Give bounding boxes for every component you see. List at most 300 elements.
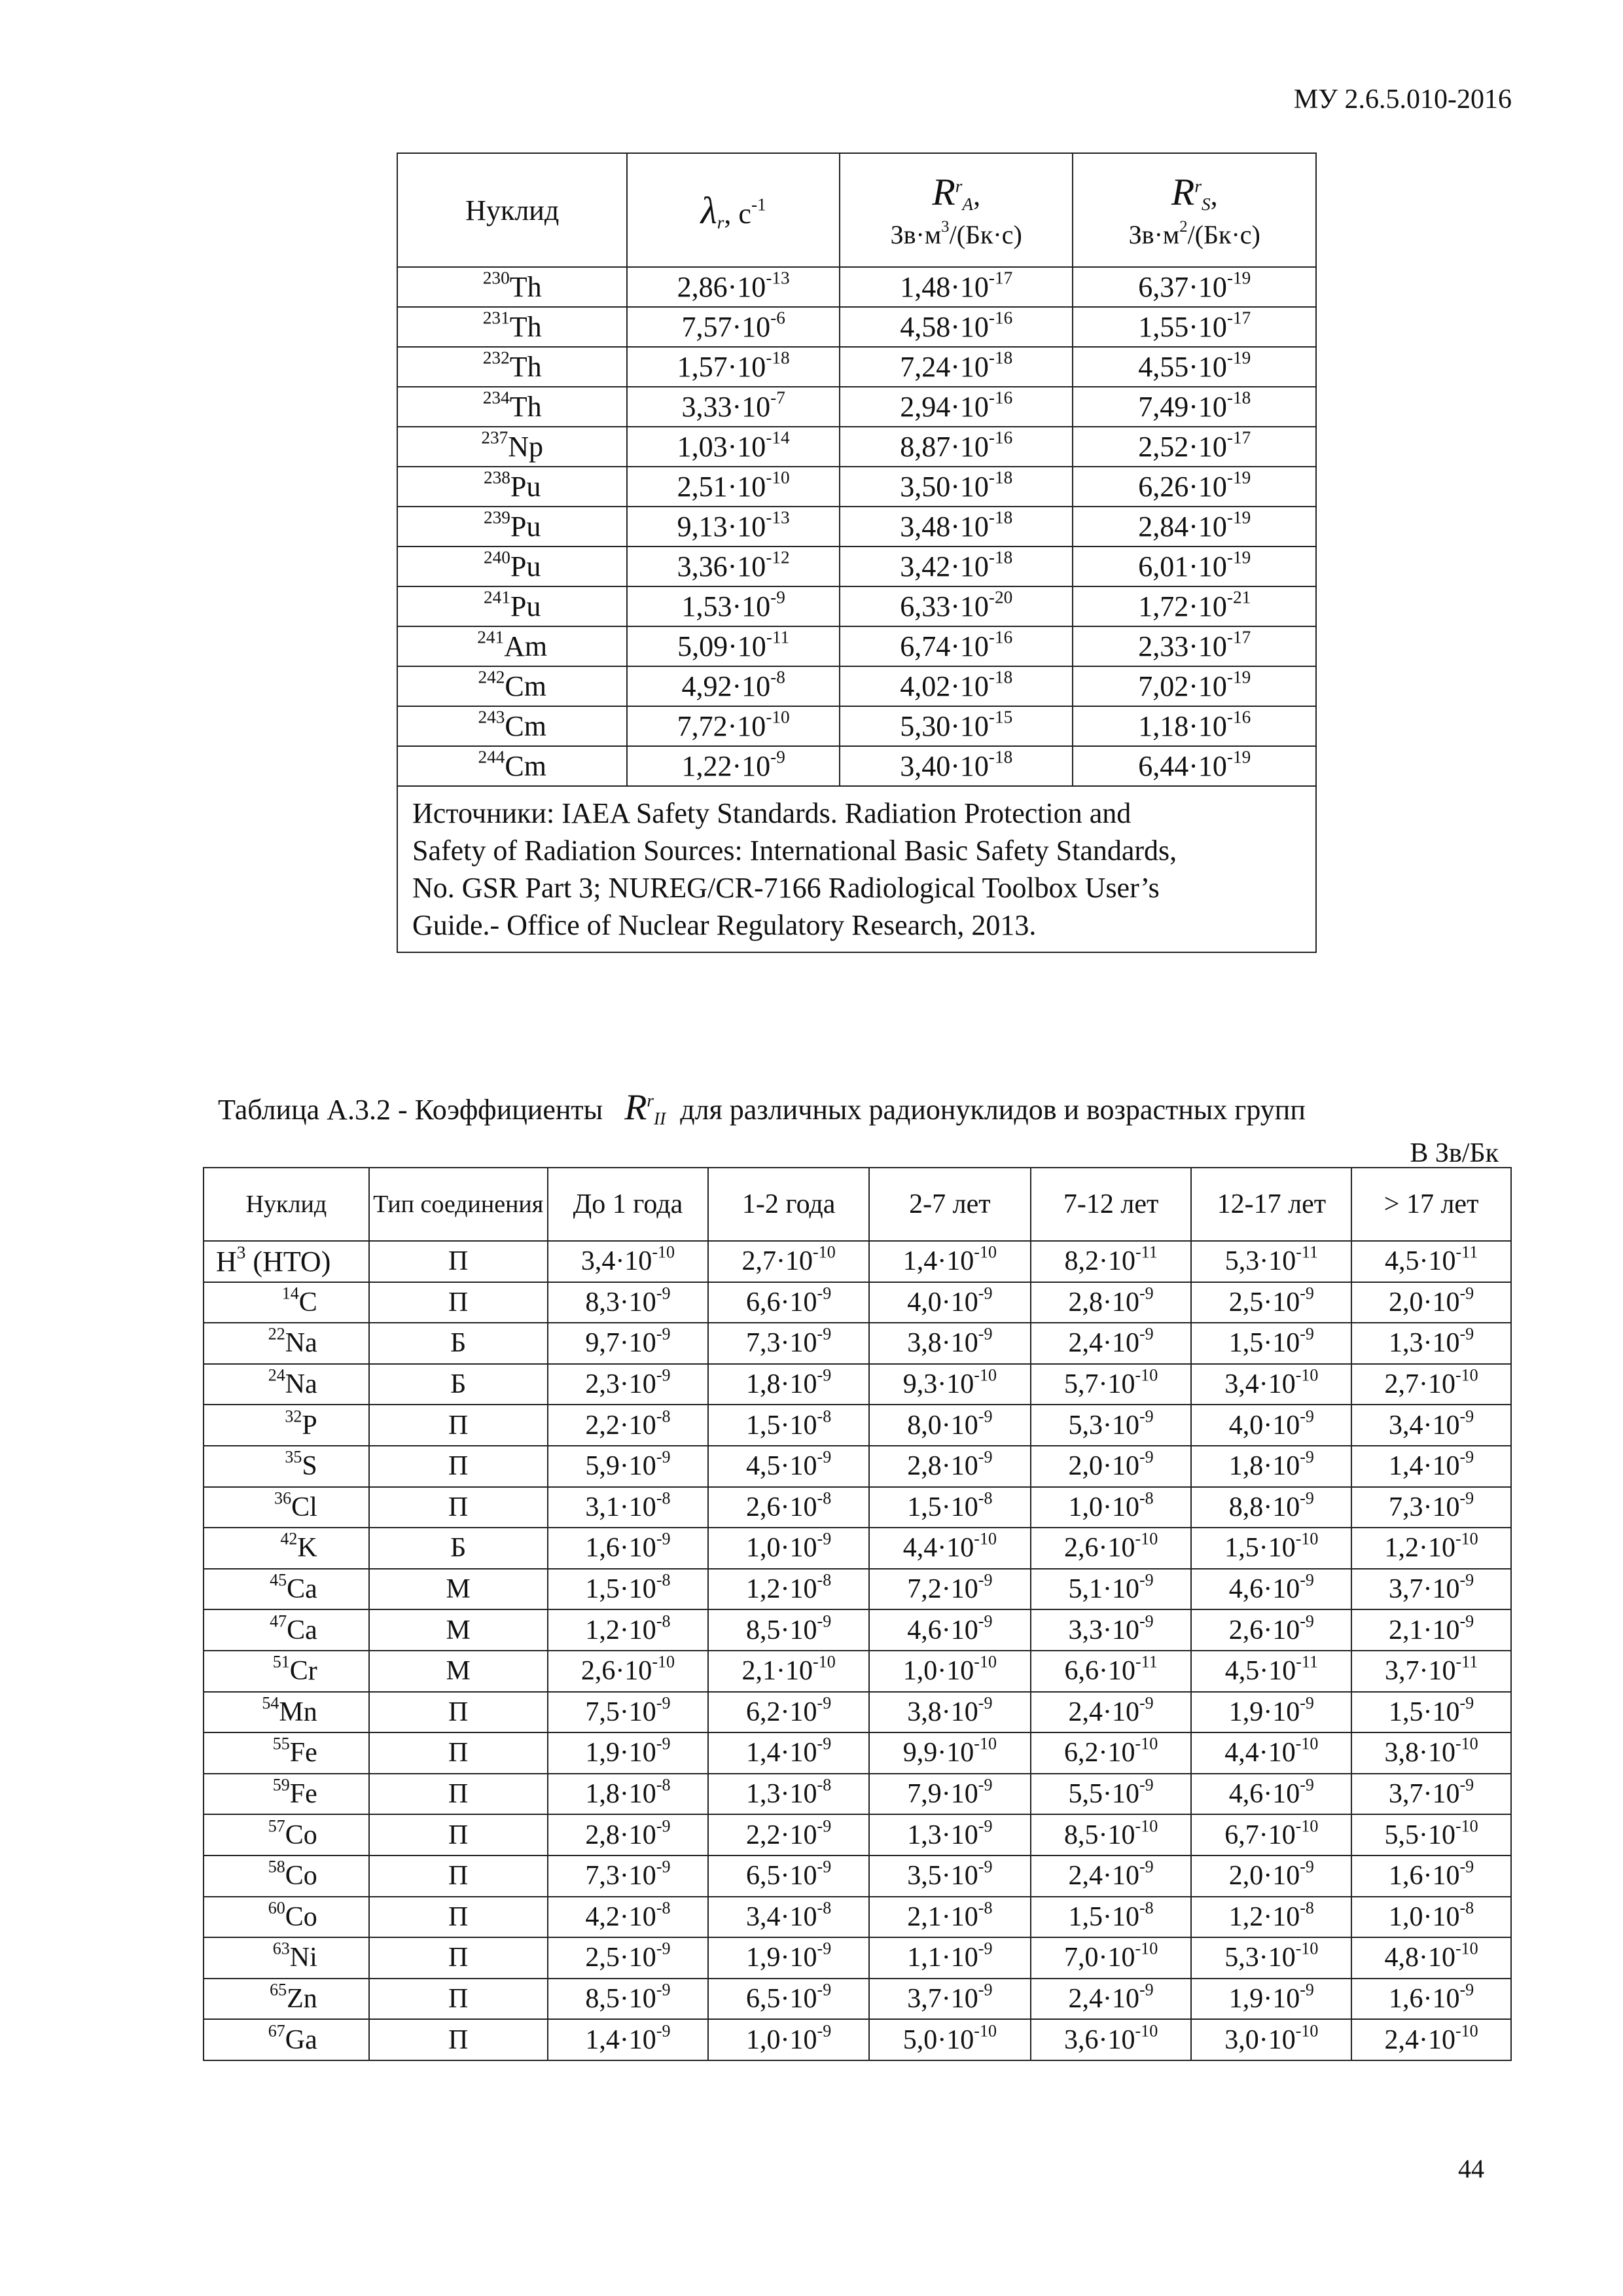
value-exponent: -10 [974, 1529, 997, 1549]
coefficient-cell [1351, 1856, 1511, 1897]
mass-number: 240 [484, 547, 510, 567]
coefficient-cell [548, 1609, 709, 1651]
ra-cell [840, 307, 1073, 347]
value-mantissa: 7,49·10 [1138, 391, 1227, 423]
coefficient-cell [1191, 2019, 1351, 2060]
coefficient-cell [1031, 1323, 1192, 1364]
coefficient-cell [548, 1364, 709, 1405]
value-exponent: -8 [817, 1570, 832, 1590]
element-symbol: Fe [289, 1779, 317, 1810]
value-exponent: -9 [1300, 1447, 1314, 1467]
value-exponent: -8 [817, 1775, 832, 1795]
value-mantissa: 2,4·10 [1068, 1696, 1140, 1727]
value-exponent: -8 [656, 1898, 671, 1918]
lambda-cell [627, 586, 840, 626]
value-exponent: -9 [656, 1365, 671, 1385]
value-exponent: -9 [978, 1283, 993, 1303]
value-mantissa: 3,8·10 [1384, 1738, 1455, 1768]
table-header-row [204, 1168, 1511, 1241]
mass-number: 67 [268, 2020, 285, 2040]
value-mantissa: 4,4·10 [902, 1533, 974, 1564]
coefficient-cell [1031, 1364, 1192, 1405]
value-mantissa: 1,8·10 [585, 1779, 656, 1810]
value-exponent: -18 [988, 667, 1013, 687]
coefficient-cell [1351, 1569, 1511, 1610]
coefficient-cell [1351, 2019, 1511, 2060]
coefficient-cell [1031, 1609, 1192, 1651]
coefficient-cell [1031, 1692, 1192, 1733]
table-row [204, 1937, 1511, 1979]
value-mantissa: 1,0·10 [1389, 1901, 1460, 1932]
coefficient-cell [1191, 1241, 1351, 1282]
value-exponent: -8 [817, 1406, 832, 1426]
value-exponent: -10 [1455, 1734, 1478, 1753]
lambda-cell [627, 626, 840, 666]
value-exponent: -9 [1139, 1775, 1154, 1795]
value-mantissa: 2,0·10 [1068, 1451, 1140, 1482]
value-mantissa: 1,5·10 [1389, 1696, 1460, 1727]
compound-type-cell: П [369, 1897, 548, 1938]
coefficient-cell [1191, 1282, 1351, 1323]
value-mantissa: 2,1·10 [907, 1901, 978, 1932]
value-mantissa: 4,2·10 [585, 1901, 656, 1932]
coefficient-cell [869, 1487, 1031, 1528]
value-mantissa: 2,0·10 [1389, 1287, 1460, 1318]
value-exponent: -10 [1295, 2020, 1319, 2040]
value-mantissa: 3,7·10 [1389, 1779, 1460, 1810]
mass-number: 232 [482, 348, 510, 368]
nuclide-cell [204, 1241, 369, 1282]
value-exponent: -9 [1300, 1570, 1314, 1590]
value-mantissa: 6,6·10 [746, 1287, 817, 1318]
value-exponent: -8 [1139, 1488, 1154, 1508]
nuclide-cell [204, 1897, 369, 1938]
coefficient-cell [1191, 1405, 1351, 1446]
value-mantissa: 7,57·10 [681, 311, 771, 343]
coefficient-cell [1191, 1979, 1351, 2020]
value-exponent: -9 [1459, 1406, 1474, 1426]
value-exponent: -9 [978, 1693, 993, 1713]
mass-number: 241 [477, 627, 505, 647]
value-mantissa: 1,0·10 [902, 1656, 974, 1687]
element-symbol: Pu [510, 471, 541, 503]
value-exponent: -18 [988, 467, 1013, 488]
value-mantissa: 6,2·10 [746, 1696, 817, 1727]
value-exponent: -9 [978, 1447, 993, 1467]
value-mantissa: 4,92·10 [681, 670, 771, 702]
coefficient-cell [1351, 1732, 1511, 1774]
value-exponent: -11 [1296, 1652, 1318, 1672]
value-exponent: -19 [1226, 348, 1251, 368]
value-mantissa: 2,2·10 [746, 1820, 817, 1850]
value-mantissa: 2,94·10 [900, 391, 989, 423]
value-exponent: -9 [817, 1365, 832, 1385]
value-exponent: -9 [817, 1611, 832, 1630]
nuclide-cell [397, 666, 627, 706]
compound-type-cell: М [369, 1651, 548, 1692]
value-exponent: -9 [817, 1693, 832, 1713]
value-exponent: -8 [1300, 1898, 1314, 1918]
table-row [397, 626, 1316, 666]
value-exponent: -8 [656, 1611, 671, 1630]
value-mantissa: 5,0·10 [902, 2024, 974, 2055]
compound-type-cell: П [369, 1282, 548, 1323]
mass-number: 24 [268, 1365, 285, 1385]
value-exponent: -9 [1459, 1693, 1474, 1713]
value-exponent: -18 [988, 348, 1013, 368]
coefficient-cell [1191, 1814, 1351, 1856]
coefficient-cell [1351, 1774, 1511, 1815]
page-number: 44 [1458, 2154, 1484, 2183]
value-mantissa: 6,5·10 [746, 1861, 817, 1892]
value-mantissa: 5,3·10 [1224, 1943, 1296, 1973]
table-row [397, 706, 1316, 746]
coefficient-cell [869, 1569, 1031, 1610]
value-exponent: -9 [1139, 1447, 1154, 1467]
element-symbol: K [297, 1533, 317, 1564]
nuclide-cell [204, 1609, 369, 1651]
nuclide-cell [204, 1651, 369, 1692]
coefficient-cell [708, 1609, 869, 1651]
coefficient-cell [708, 1241, 869, 1282]
element-symbol: Na [285, 1369, 317, 1400]
nuclide-cell [397, 706, 627, 746]
value-exponent: -11 [1135, 1652, 1158, 1672]
nuclide-cell [397, 467, 627, 507]
value-exponent: -9 [770, 587, 785, 607]
value-exponent: -10 [1295, 1734, 1319, 1753]
value-exponent: -10 [1135, 1939, 1158, 1958]
coefficient-cell [1191, 1364, 1351, 1405]
value-exponent: -8 [656, 1570, 671, 1590]
value-mantissa: 3,6·10 [1064, 2024, 1135, 2055]
element-symbol: Co [285, 1901, 317, 1932]
coefficient-cell [1351, 1323, 1511, 1364]
element-symbol: Am [504, 630, 548, 662]
nuclide-cell [397, 626, 627, 666]
value-mantissa: 4,6·10 [1228, 1574, 1300, 1605]
coefficient-cell [708, 1814, 869, 1856]
value-mantissa: 4,5·10 [1384, 1246, 1456, 1277]
lambda-cell [627, 307, 840, 347]
mass-number: 239 [484, 507, 510, 528]
rs-cell [1073, 626, 1316, 666]
table-row [204, 1282, 1511, 1323]
value-mantissa: 1,0·10 [746, 2024, 817, 2055]
value-exponent: -10 [974, 1242, 997, 1262]
value-exponent: -10 [1295, 1816, 1319, 1835]
value-exponent: -9 [656, 1939, 671, 1958]
value-exponent: -10 [1455, 1365, 1478, 1385]
element-symbol: Cm [505, 710, 546, 742]
value-exponent: -9 [1139, 1857, 1154, 1876]
compound-type-cell: П [369, 1814, 548, 1856]
coefficient-cell [1031, 1282, 1192, 1323]
coefficient-cell [869, 1364, 1031, 1405]
value-mantissa: 1,3·10 [1389, 1328, 1460, 1359]
rs-cell [1073, 427, 1316, 467]
table-row [397, 746, 1316, 786]
coefficient-cell [1351, 1979, 1511, 2020]
mass-number: 244 [478, 747, 505, 767]
value-exponent: -9 [656, 1693, 671, 1713]
value-mantissa: 3,4·10 [580, 1246, 652, 1277]
mass-number: 243 [478, 707, 505, 727]
element-symbol: Mn [279, 1696, 317, 1727]
value-mantissa: 2,4·10 [1068, 1983, 1140, 2014]
value-mantissa: 2,84·10 [1138, 511, 1227, 543]
value-exponent: -9 [1139, 1570, 1154, 1590]
element-symbol: Ca [287, 1615, 317, 1645]
rs-cell [1073, 467, 1316, 507]
coefficient-cell [548, 1856, 709, 1897]
value-mantissa: 6,6·10 [1064, 1656, 1135, 1687]
value-exponent: -17 [1226, 308, 1251, 328]
element-symbol: Co [285, 1861, 317, 1892]
value-mantissa: 8,5·10 [585, 1983, 656, 2014]
compound-type-cell: П [369, 1856, 548, 1897]
value-exponent: -18 [1226, 387, 1251, 408]
value-mantissa: 4,02·10 [900, 670, 989, 702]
value-mantissa: 7,2·10 [907, 1574, 978, 1605]
value-mantissa: 1,03·10 [677, 431, 766, 463]
value-exponent: -16 [988, 427, 1013, 448]
ra-cell [840, 706, 1073, 746]
value-mantissa: 4,5·10 [1224, 1656, 1296, 1687]
value-mantissa: 4,55·10 [1138, 351, 1227, 383]
value-exponent: -8 [656, 1775, 671, 1795]
value-mantissa: 3,33·10 [681, 391, 771, 423]
value-exponent: -9 [817, 1939, 832, 1958]
table-row [204, 1979, 1511, 2020]
value-exponent: -16 [988, 627, 1013, 647]
rs-cell [1073, 507, 1316, 547]
nuclide-cell [204, 1732, 369, 1774]
coefficient-cell [869, 1528, 1031, 1569]
value-mantissa: 2,52·10 [1138, 431, 1227, 463]
value-exponent: -10 [1295, 1365, 1319, 1385]
mass-number: 32 [285, 1406, 302, 1426]
value-mantissa: 8,0·10 [907, 1410, 978, 1441]
value-mantissa: 1,9·10 [1228, 1983, 1300, 2014]
value-exponent: -10 [1455, 2020, 1478, 2040]
nuclide-cell [204, 1364, 369, 1405]
value-exponent: -9 [817, 1980, 832, 2000]
coefficient-cell [1351, 1609, 1511, 1651]
mass-number: 22 [268, 1324, 285, 1344]
coefficient-cell [1191, 1487, 1351, 1528]
header-age-under-1: До 1 года [548, 1168, 709, 1241]
coefficient-cell [548, 1897, 709, 1938]
value-exponent: -10 [974, 1734, 997, 1753]
value-mantissa: 2,5·10 [1228, 1287, 1300, 1318]
value-exponent: -9 [817, 1734, 832, 1753]
value-mantissa: 7,5·10 [585, 1696, 656, 1727]
value-mantissa: 6,5·10 [746, 1983, 817, 2014]
value-mantissa: 1,6·10 [1389, 1861, 1460, 1892]
nuclide-cell [397, 427, 627, 467]
nuclide-cell [397, 267, 627, 307]
element-symbol: P [302, 1410, 317, 1441]
element-symbol: Cr [289, 1656, 317, 1687]
table-row [397, 467, 1316, 507]
coefficient-cell [548, 1446, 709, 1487]
coefficient-cell [1191, 1732, 1351, 1774]
value-mantissa: 1,5·10 [907, 1492, 978, 1522]
value-mantissa: 1,22·10 [681, 750, 771, 782]
value-exponent: -18 [988, 747, 1013, 767]
coefficient-cell [1351, 1364, 1511, 1405]
coefficient-cell [1191, 1446, 1351, 1487]
coefficient-cell [708, 1446, 869, 1487]
nuclide-cell [204, 1856, 369, 1897]
value-mantissa: 2,1·10 [741, 1656, 813, 1687]
value-mantissa: 2,8·10 [907, 1451, 978, 1482]
value-exponent: -10 [1135, 1816, 1158, 1835]
value-exponent: -9 [1300, 1693, 1314, 1713]
value-mantissa: 2,6·10 [580, 1656, 652, 1687]
coefficient-cell [548, 1569, 709, 1610]
value-mantissa: 5,7·10 [1064, 1369, 1135, 1400]
value-exponent: -9 [817, 1324, 832, 1344]
value-exponent: -9 [1459, 1283, 1474, 1303]
value-mantissa: 4,0·10 [907, 1287, 978, 1318]
coefficient-cell [708, 1897, 869, 1938]
value-exponent: -9 [1459, 1775, 1474, 1795]
value-exponent: -9 [1139, 1283, 1154, 1303]
mass-number: 241 [484, 587, 510, 607]
lambda-cell [627, 467, 840, 507]
mass-number: 238 [484, 467, 510, 488]
coefficient-cell [869, 1814, 1031, 1856]
table-row [397, 307, 1316, 347]
lambda-cell [627, 387, 840, 427]
value-exponent: -9 [1300, 1324, 1314, 1344]
coefficient-cell [1351, 1528, 1511, 1569]
coefficient-cell [1351, 1692, 1511, 1733]
value-exponent: -10 [813, 1652, 836, 1672]
value-mantissa: 5,5·10 [1068, 1779, 1140, 1810]
mass-number: 14 [281, 1283, 299, 1303]
value-mantissa: 9,7·10 [585, 1328, 656, 1359]
coefficient-cell [1351, 1937, 1511, 1979]
value-exponent: -10 [1455, 1939, 1478, 1958]
mass-number: 230 [482, 268, 510, 288]
coefficient-cell [1351, 1897, 1511, 1938]
coefficient-cell [708, 1651, 869, 1692]
value-mantissa: 2,4·10 [1384, 2024, 1455, 2055]
ra-cell [840, 387, 1073, 427]
value-exponent: -9 [1139, 1611, 1154, 1630]
lambda-cell [627, 746, 840, 786]
nuclide-cell [397, 586, 627, 626]
value-exponent: -9 [656, 1283, 671, 1303]
value-mantissa: 2,6·10 [1228, 1615, 1300, 1645]
compound-type-cell: М [369, 1569, 548, 1610]
value-mantissa: 3,7·10 [907, 1983, 978, 2014]
value-mantissa: 7,24·10 [900, 351, 989, 383]
table-row [204, 1446, 1511, 1487]
value-mantissa: 9,9·10 [902, 1738, 974, 1768]
value-mantissa: 1,72·10 [1138, 590, 1227, 622]
value-mantissa: 1,2·10 [1384, 1533, 1455, 1564]
value-mantissa: 8,8·10 [1228, 1492, 1300, 1522]
value-exponent: -8 [817, 1898, 832, 1918]
compound-type-cell: Б [369, 1323, 548, 1364]
value-mantissa: 1,5·10 [746, 1410, 817, 1441]
value-exponent: -9 [978, 1324, 993, 1344]
value-mantissa: 5,3·10 [1068, 1410, 1140, 1441]
value-mantissa: 8,5·10 [746, 1615, 817, 1645]
value-mantissa: 5,5·10 [1384, 1820, 1455, 1850]
value-mantissa: 3,50·10 [900, 471, 989, 503]
value-exponent: -8 [978, 1898, 993, 1918]
value-mantissa: 1,9·10 [585, 1738, 656, 1768]
nuclide-cell [204, 1405, 369, 1446]
coefficient-cell [548, 1814, 709, 1856]
value-mantissa: 1,3·10 [746, 1779, 817, 1810]
value-exponent: -9 [1300, 1611, 1314, 1630]
table-row [204, 1814, 1511, 1856]
value-exponent: -9 [978, 1857, 993, 1876]
value-exponent: -9 [1459, 1488, 1474, 1508]
coefficient-cell [1191, 1692, 1351, 1733]
value-mantissa: 3,7·10 [1384, 1656, 1456, 1687]
value-mantissa: 1,18·10 [1138, 710, 1227, 742]
coefficient-cell [1191, 1651, 1351, 1692]
value-mantissa: 5,3·10 [1224, 1246, 1296, 1277]
nuclide-cell [204, 1528, 369, 1569]
value-exponent: -9 [1300, 1980, 1314, 2000]
coefficient-cell [869, 1692, 1031, 1733]
value-mantissa: 1,48·10 [900, 271, 989, 303]
value-exponent: -10 [1295, 1939, 1319, 1958]
element-symbol: Th [509, 391, 542, 423]
value-exponent: -15 [988, 707, 1013, 727]
mass-number: 59 [272, 1775, 290, 1795]
value-mantissa: 4,5·10 [746, 1451, 817, 1482]
element-symbol: H [216, 1245, 237, 1278]
ra-cell [840, 746, 1073, 786]
value-mantissa: 3,7·10 [1389, 1574, 1460, 1605]
value-mantissa: 8,87·10 [900, 431, 989, 463]
value-mantissa: 3,0·10 [1224, 2024, 1296, 2055]
header-ra: $R^r_A$, $Зв\cdot м^3/(Бк\cdot с)$ [840, 153, 1073, 267]
table-row [204, 1692, 1511, 1733]
coefficient-cell [869, 1856, 1031, 1897]
lambda-cell [627, 507, 840, 547]
coefficient-cell [1191, 1609, 1351, 1651]
element-symbol: Th [509, 311, 542, 343]
nuclide-cell [204, 1692, 369, 1733]
value-mantissa: 6,74·10 [900, 630, 989, 662]
coefficient-cell [708, 1323, 869, 1364]
sources-line: No. GSR Part 3; NUREG/CR-7166 Radiological Toolbox User’s [412, 872, 1160, 904]
value-exponent: -11 [1296, 1242, 1318, 1262]
rs-cell [1073, 706, 1316, 746]
coefficient-cell [1031, 1528, 1192, 1569]
value-mantissa: 5,9·10 [585, 1451, 656, 1482]
value-exponent: -9 [1459, 1570, 1474, 1590]
sources-line: Источники: IAEA Safety Standards. Radiation Protection and [412, 797, 1132, 829]
value-mantissa: 3,4·10 [1224, 1369, 1296, 1400]
coefficient-cell [1031, 2019, 1192, 2060]
value-mantissa: 2,3·10 [585, 1369, 656, 1400]
value-exponent: -9 [817, 1447, 832, 1467]
coefficient-cell [708, 1692, 869, 1733]
nuclide-cell [397, 547, 627, 586]
coefficient-cell [1031, 1569, 1192, 1610]
